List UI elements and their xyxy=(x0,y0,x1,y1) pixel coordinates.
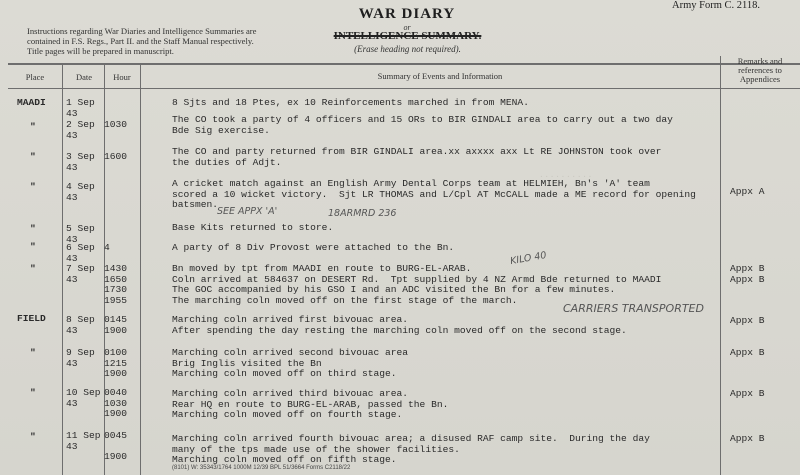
row-remark: Appx B Appx B xyxy=(730,263,765,285)
army-form-number: Army Form C. 2118. xyxy=(672,0,760,11)
row-date: 7 Sep 43 xyxy=(66,263,95,285)
row-remark: Appx B xyxy=(730,347,765,358)
row-hour: 1430 1650 1730 1955 xyxy=(104,263,128,306)
row-hour: 0100 1215 1900 xyxy=(104,347,128,379)
handwritten-note-appx: SEE APPX 'A' xyxy=(217,206,278,217)
row-summary: Marching coln arrived third bivouac area. Rear HQ en route to BURG-EL-ARAB, passed the Bn. Marching coln moved off on fourth stage. xyxy=(172,388,449,420)
row-hour: 4 xyxy=(104,242,110,253)
row-summary: A cricket match against an English Army Dental Corps team at HELMIEH, Bn's 'A' team scored a 10 wicket victory. Sjt LR THOMAS and L/Cpl AT McCALL made a ME record for opening batsmen. xyxy=(172,178,696,210)
print-footer: (8101) W: 35343/1764 1000M 12/39 BPL 51/3664 Forms C2118/22 xyxy=(172,465,351,471)
row-summary: 8 Sjts and 18 Ptes, ex 10 Reinforcements marched in from MENA. xyxy=(172,97,529,108)
col-summary: Summary of Events and Information xyxy=(377,71,503,81)
row-date: 11 Sep 43 xyxy=(66,430,101,452)
row-place: " xyxy=(30,431,36,442)
erase-note: (Erase heading not required). xyxy=(354,44,461,54)
row-summary: Marching coln arrived first bivouac area. After spending the day resting the marching coln moved off on the second stage. xyxy=(172,314,627,336)
row-summary: The CO and party returned from BIR GINDALI area.xx axxxx axx Lt RE JOHNSTON took over the duties of Adjt. xyxy=(172,146,662,168)
row-place: " xyxy=(30,263,36,274)
row-date: 2 Sep 43 xyxy=(66,119,95,141)
row-place: " xyxy=(30,347,36,358)
row-date: 9 Sep 43 xyxy=(66,347,95,369)
col-date: Date xyxy=(75,72,93,82)
row-date: 4 Sep 43 xyxy=(66,181,95,203)
row-date: 5 Sep 43 xyxy=(66,223,95,245)
row-place: " xyxy=(30,387,36,398)
handwritten-note-ref: 18ARMRD 236 xyxy=(328,208,397,219)
row-hour: 1600 xyxy=(104,151,128,162)
page-title: WAR DIARY xyxy=(358,6,456,22)
row-hour: 0045 1900 xyxy=(104,430,128,462)
row-date: 1 Sep 43 xyxy=(66,97,95,119)
row-place: " xyxy=(30,151,36,162)
handwritten-note-carriers: CARRIERS TRANSPORTED xyxy=(563,302,704,315)
row-hour: 0040 1030 1900 xyxy=(104,387,128,419)
row-place: MAADI xyxy=(17,97,46,108)
top-rule xyxy=(8,63,800,65)
row-summary: Bn moved by tpt from MAADI en route to BURG-EL-ARAB. Coln arrived at 584637 on DESERT Rd. Tpt supplied by 4 NZ Armd Bde returned to MAADI The GOC accompanied by his GSO I and an ADC visited the Bn for a few minutes. The marching coln moved off on the first stage of the march. xyxy=(172,263,662,306)
row-place: FIELD xyxy=(17,313,46,324)
title-or: or xyxy=(403,23,411,32)
row-hour: 1030 xyxy=(104,119,128,130)
row-remark: Appx B xyxy=(730,433,765,444)
row-place: " xyxy=(30,223,36,234)
row-remark: Appx B xyxy=(730,388,765,399)
row-date: 6 Sep 43 xyxy=(66,242,95,264)
row-summary: Marching coln arrived fourth bivouac area; a disused RAF camp site. During the day many of the tps made use of the shower facilities. Marching coln moved off on fifth stage. xyxy=(172,433,650,465)
row-remark: Appx A xyxy=(730,186,765,197)
row-summary: A party of 8 Div Provost were attached to the Bn. xyxy=(172,242,455,253)
row-date: 3 Sep 43 xyxy=(66,151,95,173)
col-remarks: Remarks and references to Appendices xyxy=(737,56,783,84)
bleed-through: . . . . . . . . . . xyxy=(540,170,592,180)
handwritten-note-kilo: KILO 40 xyxy=(509,249,548,268)
row-date: 8 Sep 43 xyxy=(66,314,95,336)
intelligence-summary-heading: INTELLIGENCE SUMMARY. xyxy=(333,30,482,42)
row-summary: Base Kits returned to store. xyxy=(172,222,334,233)
row-summary: The CO took a party of 4 officers and 15 ORs to BIR GINDALI area to carry out a two day Bde Sig exercise. xyxy=(172,114,673,136)
col-divider-hour xyxy=(140,63,141,475)
col-place: Place xyxy=(25,72,45,82)
row-place: " xyxy=(30,121,36,132)
header-rule xyxy=(8,88,800,89)
row-summary: Marching coln arrived second bivouac area Brig Inglis visited the Bn Marching coln moved off on third stage. xyxy=(172,347,409,379)
row-place: " xyxy=(30,241,36,252)
row-place: " xyxy=(30,181,36,192)
col-hour: Hour xyxy=(113,72,131,82)
row-remark: Appx B xyxy=(730,315,765,326)
row-hour: 0145 1900 xyxy=(104,314,128,336)
instructions-text: Instructions regarding War Diaries and Intelligence Summaries are contained in F.S. Regs., Part II. and the Staff Manual respectively. Title pages will be prepared in manuscript. xyxy=(27,26,257,56)
row-date: 10 Sep 43 xyxy=(66,387,101,409)
